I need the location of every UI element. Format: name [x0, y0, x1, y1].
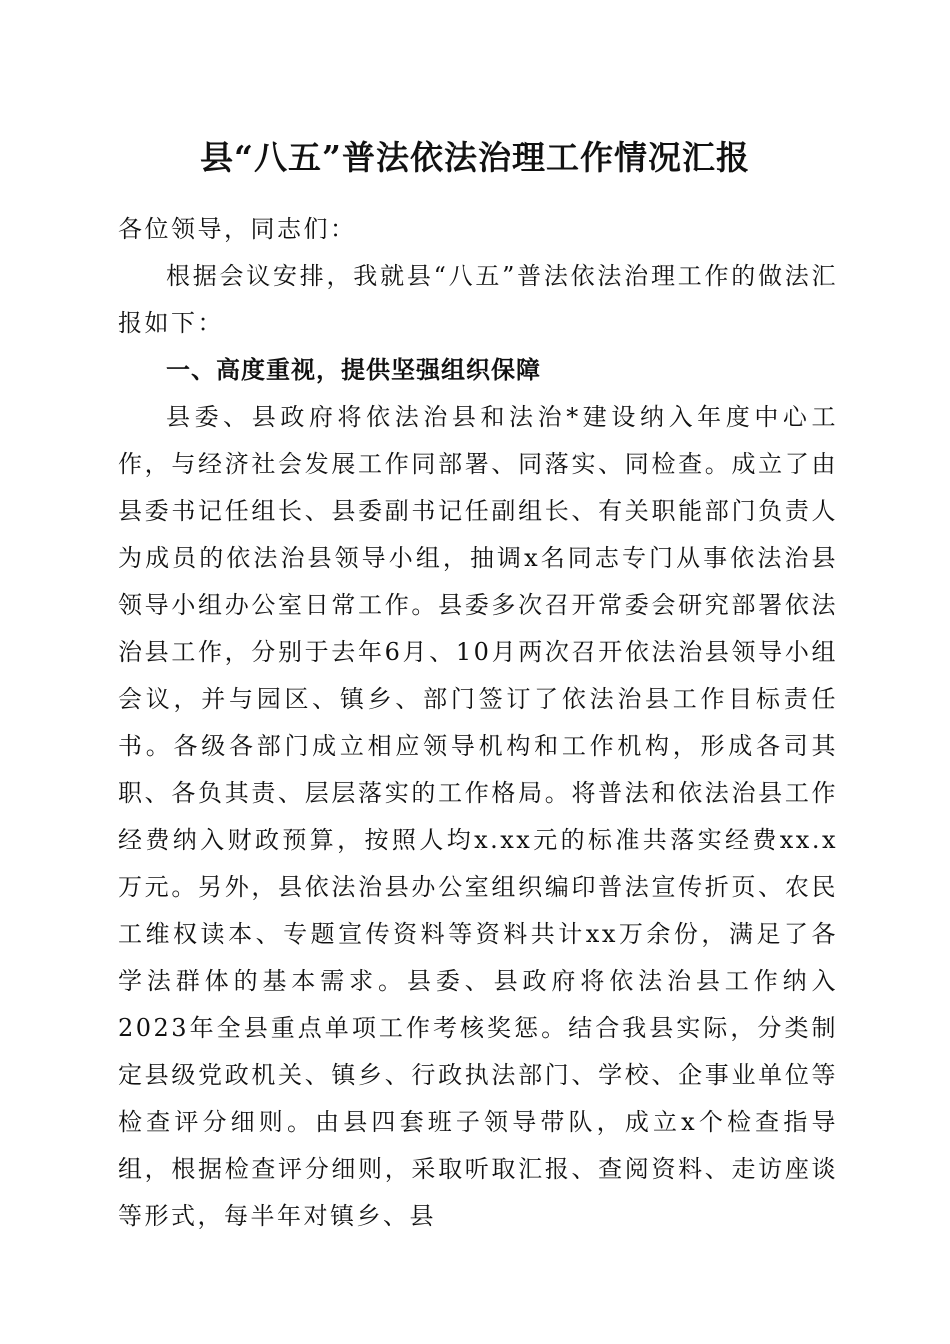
- section-1-paragraph: 县委、县政府将依法治县和法治*建设纳入年度中心工作，与经济社会发展工作同部署、同落实、同检查。成立了由县委书记任组长、县委副书记任副组长、有关职能部门负责人为成员的依法治县领导小组，抽调x名同志专门从事依法治县领导小组办公室日常工作。县委多次召开常委会研究部署依法治县工作，分别于去年6月、10月两次召开依法治县领导小组会议，并与园区、镇乡、部门签订了依法治县工作目标责任书。各级各部门成立相应领导机构和工作机构，形成各司其职、各负其责、层层落实的工作格局。将普法和依法治县工作经费纳入财政预算，按照人均x.xx元的标准共落实经费xx.x万元。另外，县依法治县办公室组织编印普法宣传折页、农民工维权读本、专题宣传资料等资料共计xx万余份，满足了各学法群体的基本需求。县委、县政府将依法治县工作纳入2023年全县重点单项工作考核奖惩。结合我县实际，分类制定县级党政机关、镇乡、行政执法部门、学校、企事业单位等检查评分细则。由县四套班子领导带队，成立x个检查指导组，根据检查评分细则，采取听取汇报、查阅资料、走访座谈等形式，每半年对镇乡、县: [118, 403, 838, 1230]
- salutation: 各位领导，同志们：: [118, 215, 357, 243]
- document-title: 县“八五”普法依法治理工作情况汇报: [200, 138, 750, 177]
- document-body: [118, 206, 838, 1240]
- section-1-heading: 一、高度重视，提供坚强组织保障: [166, 356, 541, 384]
- intro-paragraph: 根据会议安排，我就县“八五”普法依法治理工作的做法汇报如下：: [118, 262, 838, 337]
